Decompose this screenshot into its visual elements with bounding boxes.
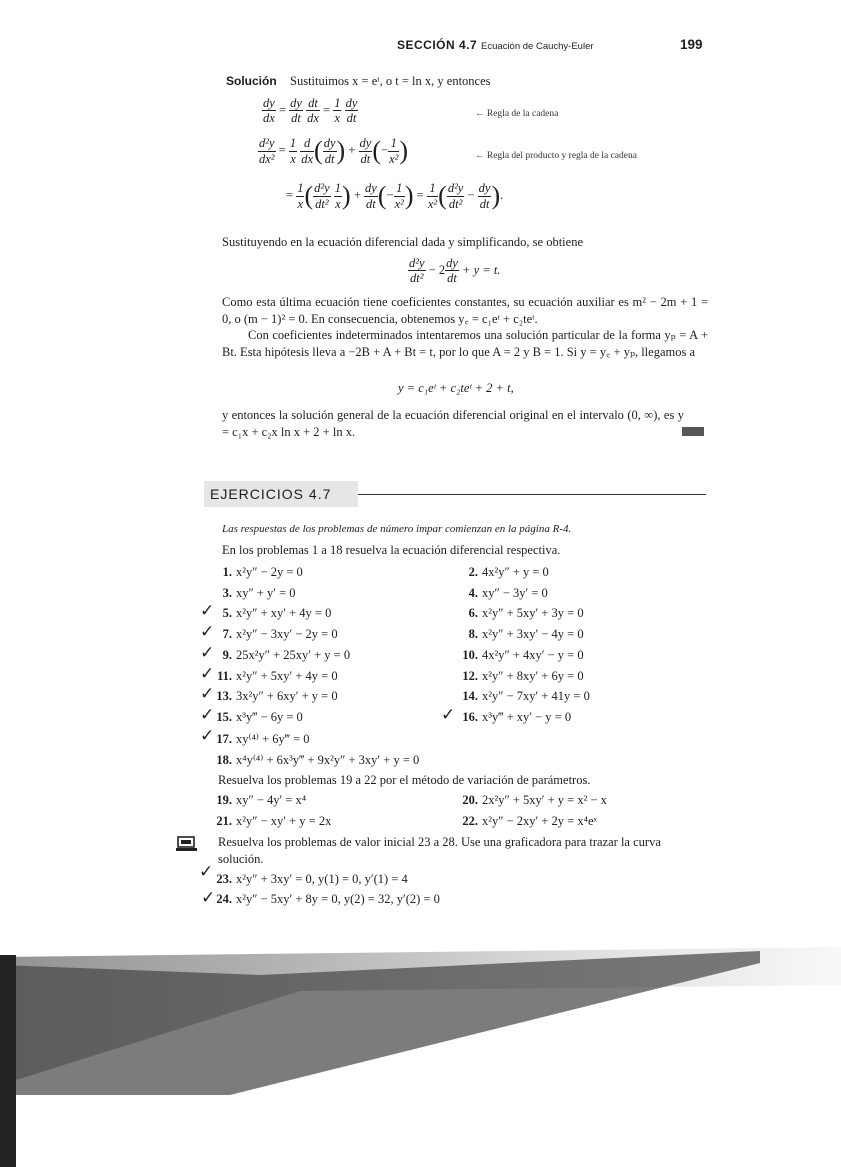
paragraph-general-solution: y entonces la solución general de la ecuación diferencial original en el intervalo (0, ∞), es y = c₁x + c₂x ln x + 2 + ln x. [222, 408, 684, 439]
checkmark-icon: ✓ [200, 622, 215, 642]
problem-17: 17. xy⁽⁴⁾ + 6y‴ = 0 [216, 732, 310, 746]
general-solution-t: y = c₁eᵗ + c₂teᵗ + 2 + t, [398, 381, 514, 395]
intro-problems-23-28: Resuelva los problemas de valor inicial 23 a 28. Use una graficadora para trazar la curva solución. [218, 835, 661, 866]
product-rule-note: ← Regla del producto y regla de la cadena [475, 151, 637, 161]
problem-6: 6. x²y″ + 5xy′ + 3y = 0 [468, 606, 584, 620]
checkmark-icon: ✓ [201, 888, 216, 908]
problem-18: 18. x⁴y⁽⁴⁾ + 6x³y‴ + 9x²y″ + 3xy′ + y = 0 [216, 753, 420, 767]
exercises-title: EJERCICIOS 4.7 [204, 481, 358, 507]
checkmark-icon: ✓ [200, 664, 215, 684]
checkmark-icon: ✓ [200, 705, 215, 725]
problem-16: 16. x³y‴ + xy′ − y = 0 [462, 710, 572, 724]
checkmark-icon: ✓ [200, 601, 215, 621]
problem-2: 2. 4x²y″ + y = 0 [468, 565, 549, 579]
section-title: Ecuación de Cauchy-Euler [481, 41, 594, 52]
second-derivative-equation: $\frac{\text{d²y}}{\text{dx²}}$ = $\frac{1}{x}$ $\frac{d}{dx}$ ( $\frac{dy}{dt}$ ) + $\frac{dy}{dt}$ (− $\frac{1}{\text{x²}}$ ) [259, 136, 409, 166]
problem-10: 10. 4x²y″ + 4xy′ − y = 0 [462, 648, 584, 662]
simplified-second-derivative: = $\frac{1}{x}$ ( $\frac{\text{d²y}}{\text{dt²}}$ $\frac{1}{x}$ ) + $\frac{dy}{dt}$ (− $\frac{1}{\text{x²}}$ ) = $\frac{1}{\text{x²}}$ ( $\frac{\text{d²y}}{\text{dt²}}$ − $\frac{dy}{dt}$ ). [286, 181, 504, 211]
end-of-example-icon [682, 427, 704, 436]
problem-1: 1. x²y″ − 2y = 0 [222, 565, 303, 579]
chain-rule-note: ← Regla de la cadena [475, 109, 559, 119]
problem-3: 3. xy″ + y′ = 0 [222, 586, 296, 600]
problem-4: 4. xy″ − 3y′ = 0 [468, 586, 548, 600]
problem-11: 11. x²y″ + 5xy′ + 4y = 0 [217, 669, 338, 683]
calculator-icon [176, 836, 198, 852]
checkmark-icon: ✓ [441, 705, 456, 725]
solution-intro: Sustituimos x = eᵗ, o t = ln x, y entonces [290, 74, 491, 88]
constant-coefficient-de: $\frac{\text{d²y}}{\text{dt²}}$ − 2 $\frac{dy}{dt}$ + y = t. [409, 256, 501, 286]
solution-label: Solución [226, 74, 277, 88]
problem-20: 20. 2x²y″ + 5xy′ + y = x² − x [462, 793, 607, 807]
problem-12: 12. x²y″ + 8xy′ + 6y = 0 [462, 669, 584, 683]
problem-8: 8. x²y″ + 3xy′ − 4y = 0 [468, 627, 584, 641]
section-header [397, 38, 594, 52]
answers-note: Las respuestas de los problemas de número impar comienzan en la página R-4. [222, 523, 572, 535]
page-number: 199 [680, 37, 703, 52]
problem-5: 5. x²y″ + xy′ + 4y = 0 [222, 606, 332, 620]
scan-shadow [0, 945, 841, 1167]
intro-problems-19-22: Resuelva los problemas 19 a 22 por el método de variación de parámetros. [218, 773, 591, 787]
problem-15: 15. x³y‴ − 6y = 0 [216, 710, 303, 724]
problem-23: 23. x²y″ + 3xy′ = 0, y(1) = 0, y′(1) = 4 [216, 872, 408, 886]
problem-24: 24. x²y″ − 5xy′ + 8y = 0, y(2) = 32, y′(2) = 0 [216, 892, 440, 906]
paragraph-auxiliary: Como esta última ecuación tiene coeficientes constantes, su ecuación auxiliar es m² − 2m + 1 = 0, o (m − 1)² = 0. En consecuencia, obtenemos y꜀ = c₁eᵗ + c₂teᵗ. [222, 295, 708, 326]
problem-22: 22. x²y″ − 2xy′ + 2y = x⁴eˣ [462, 814, 598, 828]
checkmark-icon: ✓ [200, 643, 215, 663]
intro-problems-1-18: En los problemas 1 a 18 resuelva la ecuación diferencial respectiva. [222, 543, 561, 557]
substituting-text: Sustituyendo en la ecuación diferencial dada y simplificando, se obtiene [222, 235, 583, 249]
checkmark-icon: ✓ [200, 684, 215, 704]
problem-13: 13. 3x²y″ + 6xy′ + y = 0 [216, 689, 338, 703]
section-number: SECCIÓN 4.7 [397, 38, 478, 52]
problem-7: 7. x²y″ − 3xy′ − 2y = 0 [222, 627, 338, 641]
problem-19: 19. xy″ − 4y′ = x⁴ [216, 793, 307, 807]
problem-9: 9. 25x²y″ + 25xy′ + y = 0 [222, 648, 351, 662]
chain-rule-equation: $\frac{dy}{dx}$ = $\frac{dy}{dt}$ $\frac{dt}{dx}$ = $\frac{1}{x}$ $\frac{dy}{dt}$ [263, 96, 358, 126]
paragraph-particular: Con coeficientes indeterminados intentaremos una solución particular de la forma yₚ = A + Bt. Esta hipótesis lleva a −2B + A + Bt = t, por lo que A = 2 y B = 1. Si y = y꜀ + yₚ, llegamos a [222, 328, 708, 359]
problem-21: 21. x²y″ − xy′ + y = 2x [216, 814, 332, 828]
exercises-rule [358, 494, 706, 495]
checkmark-icon: ✓ [200, 726, 215, 746]
checkmark-icon: ✓ [199, 862, 214, 882]
problem-14: 14. x²y″ − 7xy′ + 41y = 0 [462, 689, 590, 703]
